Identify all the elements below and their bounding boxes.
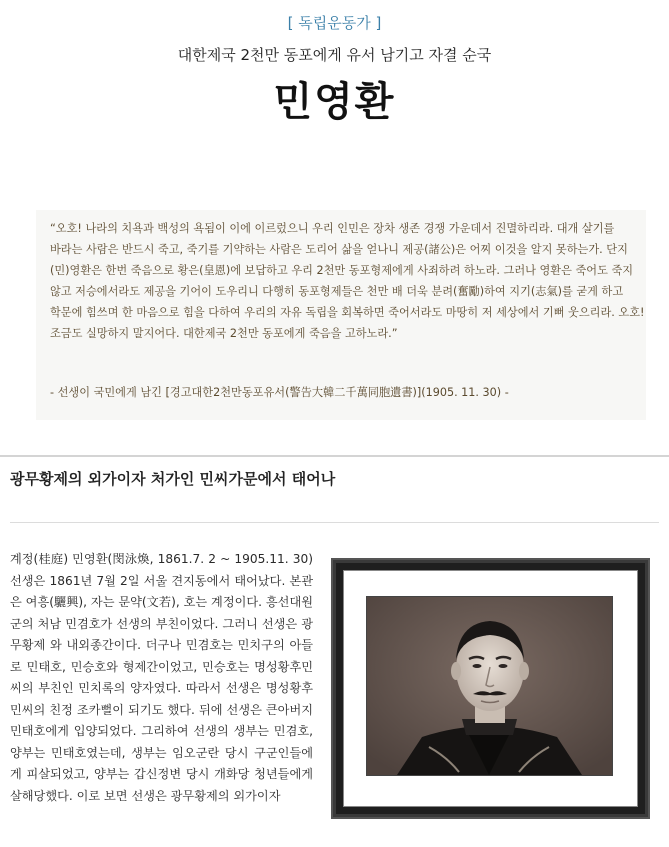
section-divider-bottom [10,522,659,523]
biography-text: 계정(桂庭) 민영환(閔泳煥, 1861.7. 2 ~ 1905.11. 30) 선생은 1861년 7월 2일 서울 견지동에서 태어났다. 본관은 여흥(驪興), 자는 문약(文若), 호는 계정이다. 흥선대원군의 처남 민겸호가 선생의 부친이었다. 그러니 선생은 광무황제 와 내외종간이다. 더구나 민겸호는 민치구의 아들로 민태호, 민승호와 형제간이었고, 민승호는 명성황후민씨의 부친인 민치록의 양자였다. 따라서 선생은 명성황후 민씨의 친정 조카뻘이 되기도 했다. 뒤에 선생은 큰아버지 민태호에게 입양되었다. 그리하여 선생의 생부는 민겸호, 양부는 민태호였는데, 생부는 임오군란 당시 구군인들에게 피살되었고, 양부는 갑신정변 당시 개화당 청년들에게 살해당했다. 이로 보면 선생은 광무황제의 외가이자 [10,552,313,803]
section-title: 광무황제의 외가이자 처가인 민씨가문에서 태어나 [10,470,336,488]
category-label: [ 독립운동가 ] [287,14,382,32]
portrait-illustration [367,597,612,775]
quote-text: “오호! 나라의 치욕과 백성의 욕됨이 이에 이르렀으니 우리 인민은 장차 생존 경쟁 가운데서 진멸하리라. 대개 살기를 바라는 사람은 반드시 죽고, 죽기를 기약하는 사람은 도리어 삶을 얻나니 제공(諸公)은 어찌 이것을 알지 못하는가. 단지 (민)영환은 한번 죽음으로 황은(皇恩)에 보답하고 우리 2천만 동포형제에게 사죄하려 하노라. 그러나 영환은 죽어도 죽지 않고 저승에서라도 제공을 기어이 도우리니 다행히 동포형제들은 천만 배 더욱 분려(奮勵)하여 지기(志氣)를 굳게 하고 학문에 힘쓰며 한 마음으로 힘을 다하여 우리의 자유 독립을 회복하면 죽어서라도 마땅히 저 세상에서 기뻐 웃으리라. 오호! 조금도 실망하지 말지어다. 대한제국 2천만 동포에게 죽음을 고하노라.” [50,222,645,340]
page-subtitle: 대한제국 2천만 동포에게 유서 남기고 자결 순국 [177,46,492,64]
section-divider-top [0,455,669,457]
page-title: 민영환 [273,78,396,125]
portrait-photo [366,596,613,776]
quote-source: - 선생이 국민에게 남긴 [경고대한2천만동포유서(警告大韓二千萬同胞遺書)](1905. 11. 30) - [50,386,509,399]
portrait-frame [331,558,650,819]
